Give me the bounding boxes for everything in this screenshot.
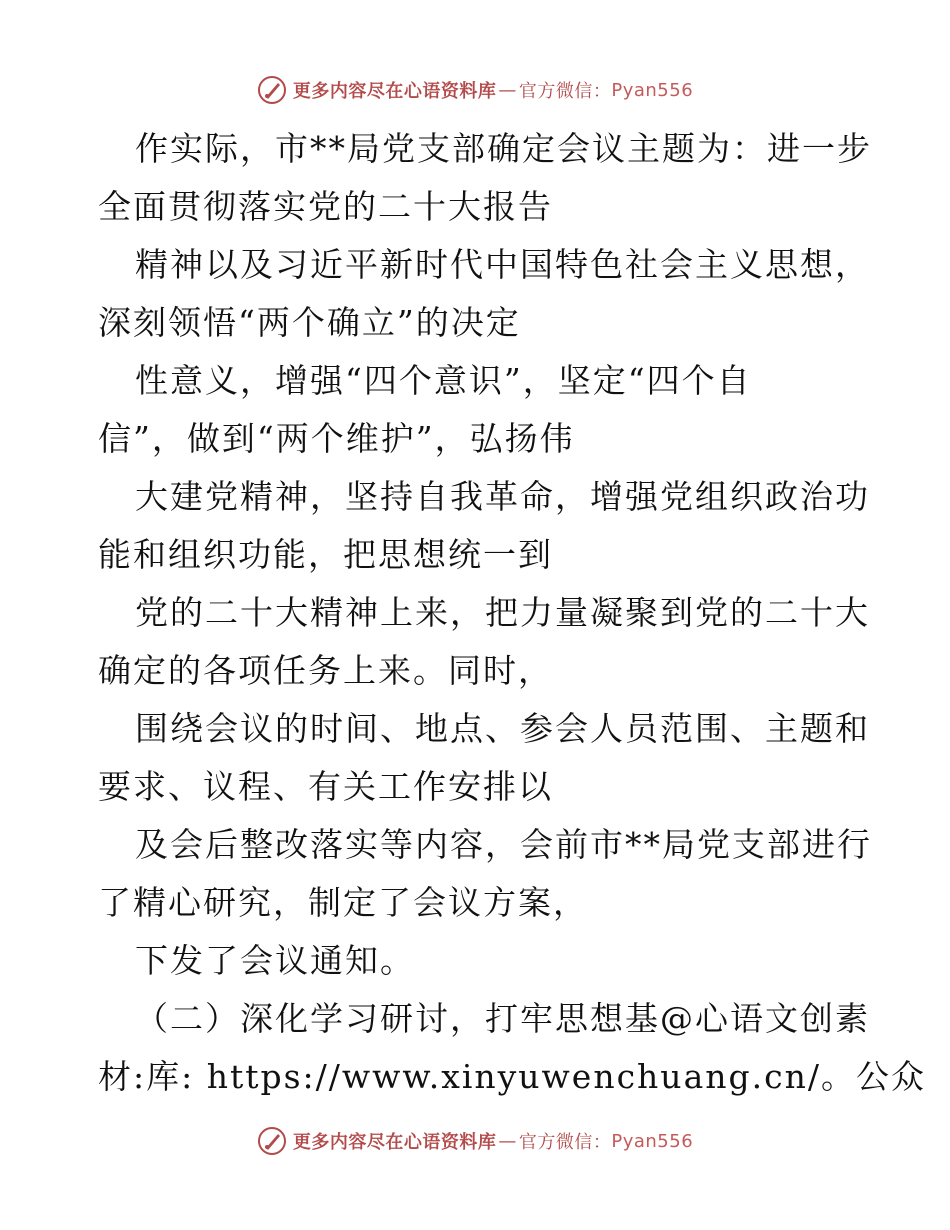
text-line: 作实际，市**局党支部确定会议主题为：进一步: [135, 129, 872, 168]
watermark-label: 官方微信：: [518, 81, 612, 102]
text-line: 了精心研究，制定了会议方案，: [98, 883, 588, 922]
quill-logo-icon: [257, 75, 287, 105]
text-line: 围绕会议的时间、地点、参会人员范围、主题和: [135, 709, 870, 748]
text-line: 深刻领悟“两个确立”的决定: [98, 303, 521, 342]
quill-logo-icon: [257, 1126, 287, 1156]
text-line: 精神以及习近平新时代中国特色社会主义思想，: [135, 245, 870, 284]
watermark-wechat-id: Pyan556: [611, 1130, 694, 1152]
watermark-separator: —: [498, 1130, 517, 1152]
watermark-text: 更多内容尽在心语资料库: [292, 1132, 497, 1153]
url-text-line[interactable]: 材:库: https://www.xinyuwenchuang.cn/。公众: [98, 1057, 926, 1096]
text-line: 下发了会议通知。: [135, 941, 415, 980]
header-watermark: [0, 70, 950, 110]
text-line: 信”，做到“两个维护”，弘扬伟: [98, 419, 575, 458]
text-line: 确定的各项任务上来。同时，: [98, 651, 553, 690]
text-line: 大建党精神，坚持自我革命，增强党组织政治功: [135, 477, 870, 516]
text-line: 及会后整改落实等内容，会前市**局党支部进行: [135, 825, 872, 864]
watermark-label: 官方微信：: [518, 1132, 612, 1153]
document-body: [98, 120, 926, 1106]
text-line: 要求、议程、有关工作安排以: [98, 767, 553, 806]
footer-watermark: [0, 1121, 950, 1161]
text-line: 性意义，增强“四个意识”，坚定“四个自: [135, 361, 752, 400]
watermark-text: 更多内容尽在心语资料库: [292, 81, 497, 102]
watermark-wechat-id: Pyan556: [611, 79, 694, 101]
text-line: 党的二十大精神上来，把力量凝聚到党的二十大: [135, 593, 870, 632]
watermark-separator: —: [498, 79, 517, 101]
section-heading-line: （二）深化学习研讨，打牢思想基@心语文创素: [135, 999, 870, 1038]
text-line: 能和组织功能，把思想统一到: [98, 535, 553, 574]
text-line: 全面贯彻落实党的二十大报告: [98, 187, 553, 226]
